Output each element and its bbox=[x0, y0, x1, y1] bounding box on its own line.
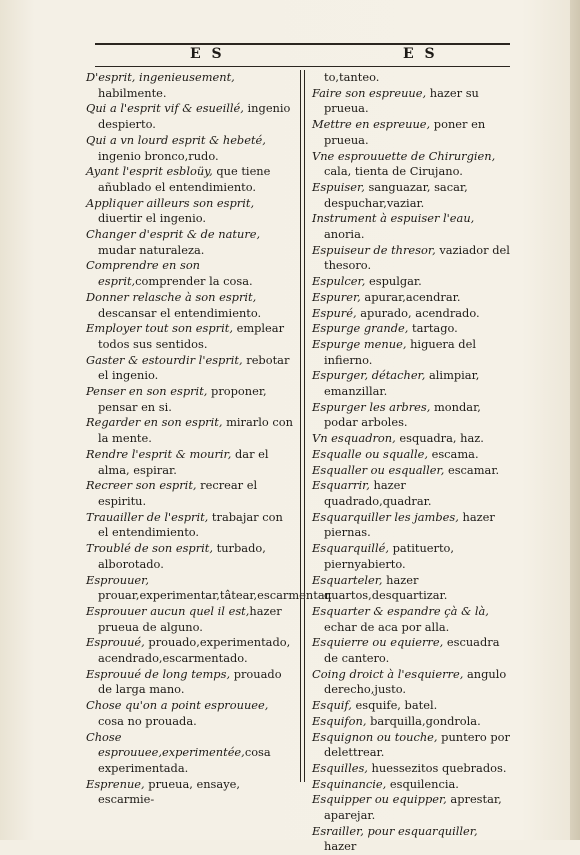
dictionary-entry bbox=[312, 117, 512, 148]
spanish-translation: tartago. bbox=[408, 321, 458, 336]
dictionary-entry bbox=[86, 777, 294, 808]
dictionary-entry bbox=[86, 164, 294, 195]
top-rule bbox=[95, 43, 510, 45]
spanish-translation: cosa experimentada. bbox=[98, 745, 271, 775]
dictionary-entry bbox=[312, 541, 512, 572]
french-headword: Esquif, bbox=[312, 698, 352, 713]
spanish-translation: hazer quartos,desquartizar. bbox=[324, 572, 448, 603]
dictionary-entry bbox=[312, 667, 512, 698]
dictionary-entry bbox=[312, 698, 512, 714]
french-headword: Troublé de son esprit, bbox=[86, 541, 214, 556]
french-headword: Ayant l'esprit esbloüy, bbox=[86, 164, 213, 179]
dictionary-entry bbox=[312, 211, 512, 242]
dictionary-entry bbox=[312, 478, 512, 509]
dictionary-entry bbox=[312, 70, 512, 86]
spanish-translation: prouado,experimentado, acendrado,escarmentado. bbox=[98, 635, 291, 666]
french-headword: Faire son espreuue, bbox=[312, 85, 427, 100]
spanish-translation: prueua, ensaye, escarmie- bbox=[98, 776, 240, 807]
spanish-translation: sanguazar, sacar, despuchar,vaziar. bbox=[324, 179, 468, 210]
french-headword: Esquarquillé, bbox=[312, 541, 389, 556]
french-headword: Esprouué de long temps, bbox=[86, 666, 231, 681]
dictionary-entry bbox=[312, 290, 512, 306]
spanish-translation: descansar el entendimiento. bbox=[98, 305, 262, 320]
dictionary-entry bbox=[86, 604, 294, 635]
left-running-head: E S bbox=[190, 46, 225, 62]
french-headword: Esprouuer, bbox=[86, 572, 149, 587]
french-headword: Instrument à espuiser l'eau, bbox=[312, 211, 475, 226]
spanish-translation: proponer, pensar en si. bbox=[98, 384, 267, 414]
dictionary-entry bbox=[312, 306, 512, 322]
spanish-translation: escamar. bbox=[444, 462, 500, 477]
spanish-translation: angulo derecho,justo. bbox=[324, 666, 507, 697]
spanish-translation: comprender la cosa. bbox=[135, 274, 253, 289]
dictionary-entry bbox=[86, 384, 294, 415]
french-headword: Espulcer, bbox=[312, 274, 366, 289]
dictionary-entry bbox=[312, 180, 512, 211]
dictionary-entry bbox=[312, 149, 512, 180]
spanish-translation: emplear todos sus sentidos. bbox=[98, 321, 285, 351]
spanish-translation: prouado de larga mano. bbox=[98, 666, 282, 697]
spanish-translation: apurado, acendrado. bbox=[356, 305, 480, 320]
dictionary-entry bbox=[86, 415, 294, 446]
french-headword: Vne esprouuette de Chirurgien, bbox=[312, 148, 496, 163]
dictionary-entry bbox=[86, 541, 294, 572]
french-headword: Esquifon, bbox=[312, 713, 367, 728]
dictionary-entry bbox=[86, 478, 294, 509]
spanish-translation: mirarlo con la mente. bbox=[98, 415, 293, 446]
french-headword: Esquarteler, bbox=[312, 572, 383, 587]
french-headword: Vn esquadron, bbox=[312, 431, 396, 446]
french-headword: Trauailler de l'esprit, bbox=[86, 509, 209, 524]
dictionary-entry bbox=[312, 635, 512, 666]
dictionary-entry bbox=[86, 227, 294, 258]
french-headword: D'esprit, ingenieusement, bbox=[86, 70, 235, 84]
dictionary-entry bbox=[86, 196, 294, 227]
spanish-translation: hazer bbox=[324, 839, 357, 854]
french-headword: Appliquer ailleurs son esprit, bbox=[86, 195, 255, 210]
spanish-translation: ingenio bronco,rudo. bbox=[98, 148, 219, 163]
dictionary-entry bbox=[312, 447, 512, 463]
spanish-translation: prouar,experimentar,tâtear,escarmentar. bbox=[98, 588, 333, 603]
french-headword: Espuiseur de thresor, bbox=[312, 242, 436, 257]
french-headword: Espuré, bbox=[312, 305, 357, 320]
dictionary-entry bbox=[86, 447, 294, 478]
dictionary-entry bbox=[312, 761, 512, 777]
dictionary-entry bbox=[86, 572, 333, 604]
dictionary-entry bbox=[86, 321, 294, 352]
spanish-translation: huessezitos quebrados. bbox=[367, 760, 507, 775]
dictionary-entry bbox=[86, 667, 294, 698]
dictionary-entry bbox=[312, 510, 512, 541]
dictionary-entry bbox=[86, 353, 294, 384]
spanish-translation: barquilla,gondrola. bbox=[366, 713, 481, 728]
french-headword: Esquarquiller les jambes, bbox=[312, 509, 459, 524]
spanish-translation: hazer prueua de alguno. bbox=[98, 603, 282, 634]
dictionary-entry bbox=[312, 604, 512, 635]
french-headword: Espurer, bbox=[312, 289, 361, 304]
spanish-translation: ingenio despierto. bbox=[98, 101, 291, 132]
spanish-translation: to,tanteo. bbox=[324, 70, 380, 84]
dictionary-entry bbox=[86, 101, 294, 132]
dictionary-entry bbox=[312, 463, 512, 479]
dictionary-entry bbox=[86, 698, 294, 729]
dictionary-entry bbox=[86, 70, 294, 101]
french-headword: Mettre en espreuue, bbox=[312, 117, 431, 132]
french-headword: Esprouué, bbox=[86, 635, 145, 650]
french-headword: Chose esprouuee,experimentée, bbox=[86, 729, 245, 760]
dictionary-entry bbox=[312, 368, 512, 399]
right-column bbox=[312, 70, 512, 855]
spanish-translation: trabajar con el entendimiento. bbox=[98, 509, 283, 540]
french-headword: Regarder en son esprit, bbox=[86, 415, 223, 430]
spanish-translation: mudar naturaleza. bbox=[98, 242, 205, 257]
dictionary-entry bbox=[312, 824, 512, 855]
french-headword: Esquignon ou touche, bbox=[312, 729, 438, 744]
french-headword: Esquierre ou equierre, bbox=[312, 635, 444, 650]
french-headword: Qui a l'esprit vif & esueillé, bbox=[86, 101, 244, 116]
french-headword: Espurge menue, bbox=[312, 336, 407, 351]
french-headword: Employer tout son esprit, bbox=[86, 321, 233, 336]
french-headword: Esquarter & espandre çà & là, bbox=[312, 603, 489, 618]
french-headword: Changer d'esprit & de nature, bbox=[86, 227, 261, 242]
dictionary-entry bbox=[86, 730, 294, 777]
french-headword: Espurge grande, bbox=[312, 321, 409, 336]
french-headword: Esqualler ou esqualler, bbox=[312, 462, 445, 477]
spanish-translation: escuadra de cantero. bbox=[324, 635, 500, 666]
french-headword: Penser en son esprit, bbox=[86, 384, 208, 399]
dictionary-entry bbox=[312, 337, 512, 368]
french-headword: Esprouuer aucun quel il est, bbox=[86, 603, 250, 618]
spanish-translation: aprestar, aparejar. bbox=[324, 792, 502, 823]
french-headword: Esquinancie, bbox=[312, 776, 387, 791]
spanish-translation: diuertir el ingenio. bbox=[98, 211, 207, 226]
french-headword: Esquilles, bbox=[312, 760, 368, 775]
french-headword: Gaster & estourdir l'esprit, bbox=[86, 352, 243, 367]
french-headword: Espuiser, bbox=[312, 179, 365, 194]
french-headword: Recreer son esprit, bbox=[86, 478, 197, 493]
spanish-translation: rebotar el ingenio. bbox=[98, 352, 290, 383]
spanish-translation: que tiene añublado el entendimiento. bbox=[98, 164, 271, 194]
french-headword: Esrailler, pour esquarquiller, bbox=[312, 823, 478, 838]
dictionary-entry bbox=[312, 730, 512, 761]
french-headword: Esquipper ou equipper, bbox=[312, 792, 447, 807]
spanish-translation: poner en prueua. bbox=[324, 117, 486, 147]
spanish-translation: escama. bbox=[427, 446, 479, 461]
spanish-translation: patituerto, piernyabierto. bbox=[324, 541, 455, 571]
spanish-translation: puntero por delettrear. bbox=[324, 729, 510, 760]
spanish-translation: esquife, batel. bbox=[351, 698, 438, 713]
spanish-translation: mondar, podar arboles. bbox=[324, 399, 481, 430]
spanish-translation: esquadra, haz. bbox=[395, 431, 484, 446]
spanish-translation: cala, tienta de Cirujano. bbox=[324, 164, 463, 179]
french-headword: Coing droict à l'esquierre, bbox=[312, 666, 464, 681]
french-headword: Esqualle ou squalle, bbox=[312, 446, 428, 461]
french-headword: Qui a vn lourd esprit & hebeté, bbox=[86, 132, 266, 147]
dictionary-entry bbox=[312, 573, 512, 604]
spanish-translation: anoria. bbox=[324, 227, 365, 242]
spanish-translation: cosa no prouada. bbox=[98, 713, 197, 728]
right-running-head: E S bbox=[403, 46, 438, 62]
dictionary-entry bbox=[312, 431, 512, 447]
french-headword: Comprendre en son esprit, bbox=[86, 258, 201, 289]
dictionary-entry bbox=[312, 792, 512, 823]
spanish-translation: dar el alma, espirar. bbox=[98, 446, 269, 477]
spanish-translation: recrear el espiritu. bbox=[98, 478, 258, 508]
dictionary-entry bbox=[86, 258, 294, 289]
dictionary-entry bbox=[86, 133, 294, 164]
dictionary-entry bbox=[86, 635, 294, 666]
spanish-translation: habilmente. bbox=[98, 85, 167, 100]
spanish-translation: apurar,acendrar. bbox=[360, 289, 461, 304]
dictionary-entry bbox=[312, 86, 512, 117]
spanish-translation: higuera del infierno. bbox=[324, 336, 476, 367]
french-headword: Espurger, détacher, bbox=[312, 368, 426, 383]
spanish-translation: turbado, alborotado. bbox=[98, 541, 266, 571]
dictionary-entry bbox=[312, 400, 512, 431]
spanish-translation: hazer piernas. bbox=[324, 509, 495, 540]
dictionary-entry bbox=[312, 321, 512, 337]
spanish-translation: hazer su prueua. bbox=[324, 85, 479, 116]
spanish-translation: esquilencia. bbox=[386, 776, 459, 791]
french-headword: Rendre l'esprit & mourir, bbox=[86, 446, 232, 461]
spanish-translation: alimpiar, emanzillar. bbox=[324, 368, 480, 399]
dictionary-entry bbox=[312, 777, 512, 793]
dictionary-entry bbox=[86, 510, 294, 541]
column-divider bbox=[300, 70, 305, 782]
header-rule bbox=[95, 66, 510, 67]
spanish-translation: espulgar. bbox=[365, 274, 422, 289]
spanish-translation: echar de aca por alla. bbox=[324, 619, 450, 634]
page-edge bbox=[570, 0, 580, 840]
spanish-translation: hazer quadrado,quadrar. bbox=[324, 478, 432, 508]
spanish-translation: vaziador del thesoro. bbox=[324, 242, 510, 273]
french-headword: Esquarrir, bbox=[312, 478, 370, 493]
french-headword: Esprenue, bbox=[86, 776, 145, 791]
french-headword: Donner relasche à son esprit, bbox=[86, 289, 257, 304]
dictionary-entry bbox=[86, 290, 294, 321]
french-headword: Espurger les arbres, bbox=[312, 399, 431, 414]
dictionary-entry bbox=[312, 243, 512, 274]
dictionary-entry bbox=[312, 274, 512, 290]
dictionary-entry bbox=[312, 714, 512, 730]
french-headword: Chose qu'on a point esprouuee, bbox=[86, 698, 269, 713]
